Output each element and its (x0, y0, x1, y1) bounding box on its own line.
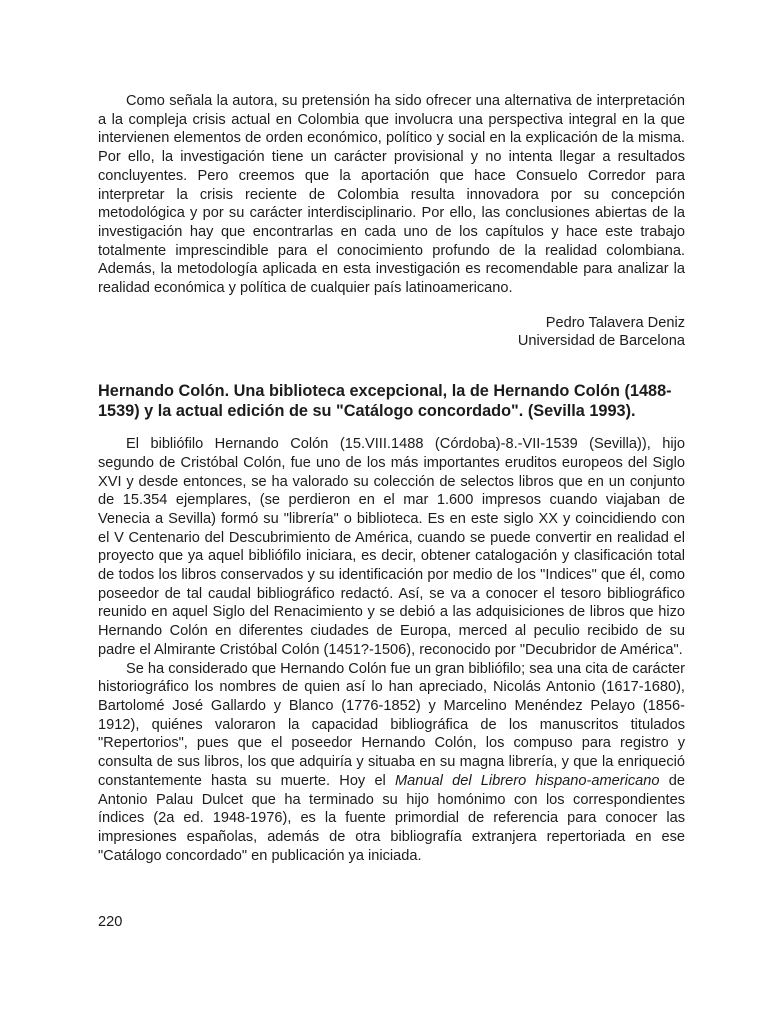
review-paragraph-2 (98, 660, 685, 866)
review-paragraph-2-text-b: de Antonio Palau Dulcet que ha terminado su hijo homónimo con los correspondientes índices (2a ed. 1948-1976), es la fuente primordial de referencia para conocer las impresiones españolas, además de otra bibliografía extranjera repertoriada en ese "Catálogo concordado" en publicación ya iniciada. (98, 772, 685, 864)
signature-affiliation: Universidad de Barcelona (517, 333, 685, 350)
page-content (98, 92, 685, 865)
review-paragraph-1: El bibliófilo Hernando Colón (15.VIII.1488 (Córdoba)-8.-VII-1539 (Sevilla)), hijo segundo de Cristóbal Colón, fue uno de los más importantes eruditos europeos del Siglo XVI y desde entonces, se ha valorado su colección de selectos libros que en un conjunto de 15.354 ejemplares, (se perdieron en el mar 1.600 impresos cuando viajaban de Venecia a Sevilla) formó su "librería" o biblioteca. Es en este siglo XX y coincidiendo con el V Centenario del Descubrimiento de América, cuando se puede convertir en realidad el proyecto que ya aquel bibliófilo iniciara, es decir, obtener catalogación y clasificación total de todos los libros conservados y su identificación por medio de los "Indices" que él, como poseedor de tal caudal bibliográfico redactó. Así, se va a conocer el tesoro bibliográfico reunido en aquel Siglo del Renacimiento y se debió a las adquisiciones de libros que hizo Hernando Colón en diferentes ciudades de Europa, merced al peculio recibido de su padre el Almirante Cristóbal Colón (1451?-1506), reconocido por "Decubridor de América". (98, 436, 685, 658)
review-body (98, 435, 685, 865)
review-signature (98, 314, 685, 351)
review-paragraph-2-text-a: Se ha considerado que Hernando Colón fue un gran bibliófilo; sea una cita de carácter historiográfico los nombres de quien así lo han apreciado, Nicolás Antonio (1617-1680), Bartolomé José Gallardo y Blanco (1776-1852) y Marcelino Menéndez Pelayo (1856-1912), quiénes valoraron la capacidad bibliográfica de los manuscritos titulados "Repertorios", pues que el poseedor Hernando Colón, los compuso para registro y consulta de sus libros, los que adquiría y situaba en su magna librería, y que la enriqueció constantemente hasta su muerte. Hoy el (98, 660, 685, 789)
book-title-italic: Manual del Librero hispano-americano (395, 772, 660, 789)
page-number: 220 (98, 914, 123, 930)
signature-author: Pedro Talavera Deniz (545, 314, 685, 331)
intro-paragraph: Como señala la autora, su pretensión ha sido ofrecer una alternativa de interpretación a la compleja crisis actual en Colombia que involucra una perspectiva integral en la que intervienen elementos de orden económico, político y social en la explicación de la misma. Por ello, la investigación tiene un carácter provisional y no intenta llegar a resultados concluyentes. Pero creemos que la aportación que hace Consuelo Corredor para interpretar la crisis reciente de Colombia resulta innovadora por su concepción metodológica y por su carácter interdisciplinario. Por ello, las conclusiones abiertas de la investigación hay que encontrarlas en cada uno de los capítulos y hace este trabajo totalmente imprescindible para el conocimiento profundo de la realidad colombiana. Además, la metodología aplicada en esta investigación es recomendable para analizar la realidad económica y política de cualquier país latinoamericano. (98, 93, 685, 297)
review-title: Hernando Colón. Una biblioteca excepcional, la de Hernando Colón (1488-1539) y la actual edición de su "Catálogo concordado". (Sevilla 1993). (98, 382, 672, 420)
